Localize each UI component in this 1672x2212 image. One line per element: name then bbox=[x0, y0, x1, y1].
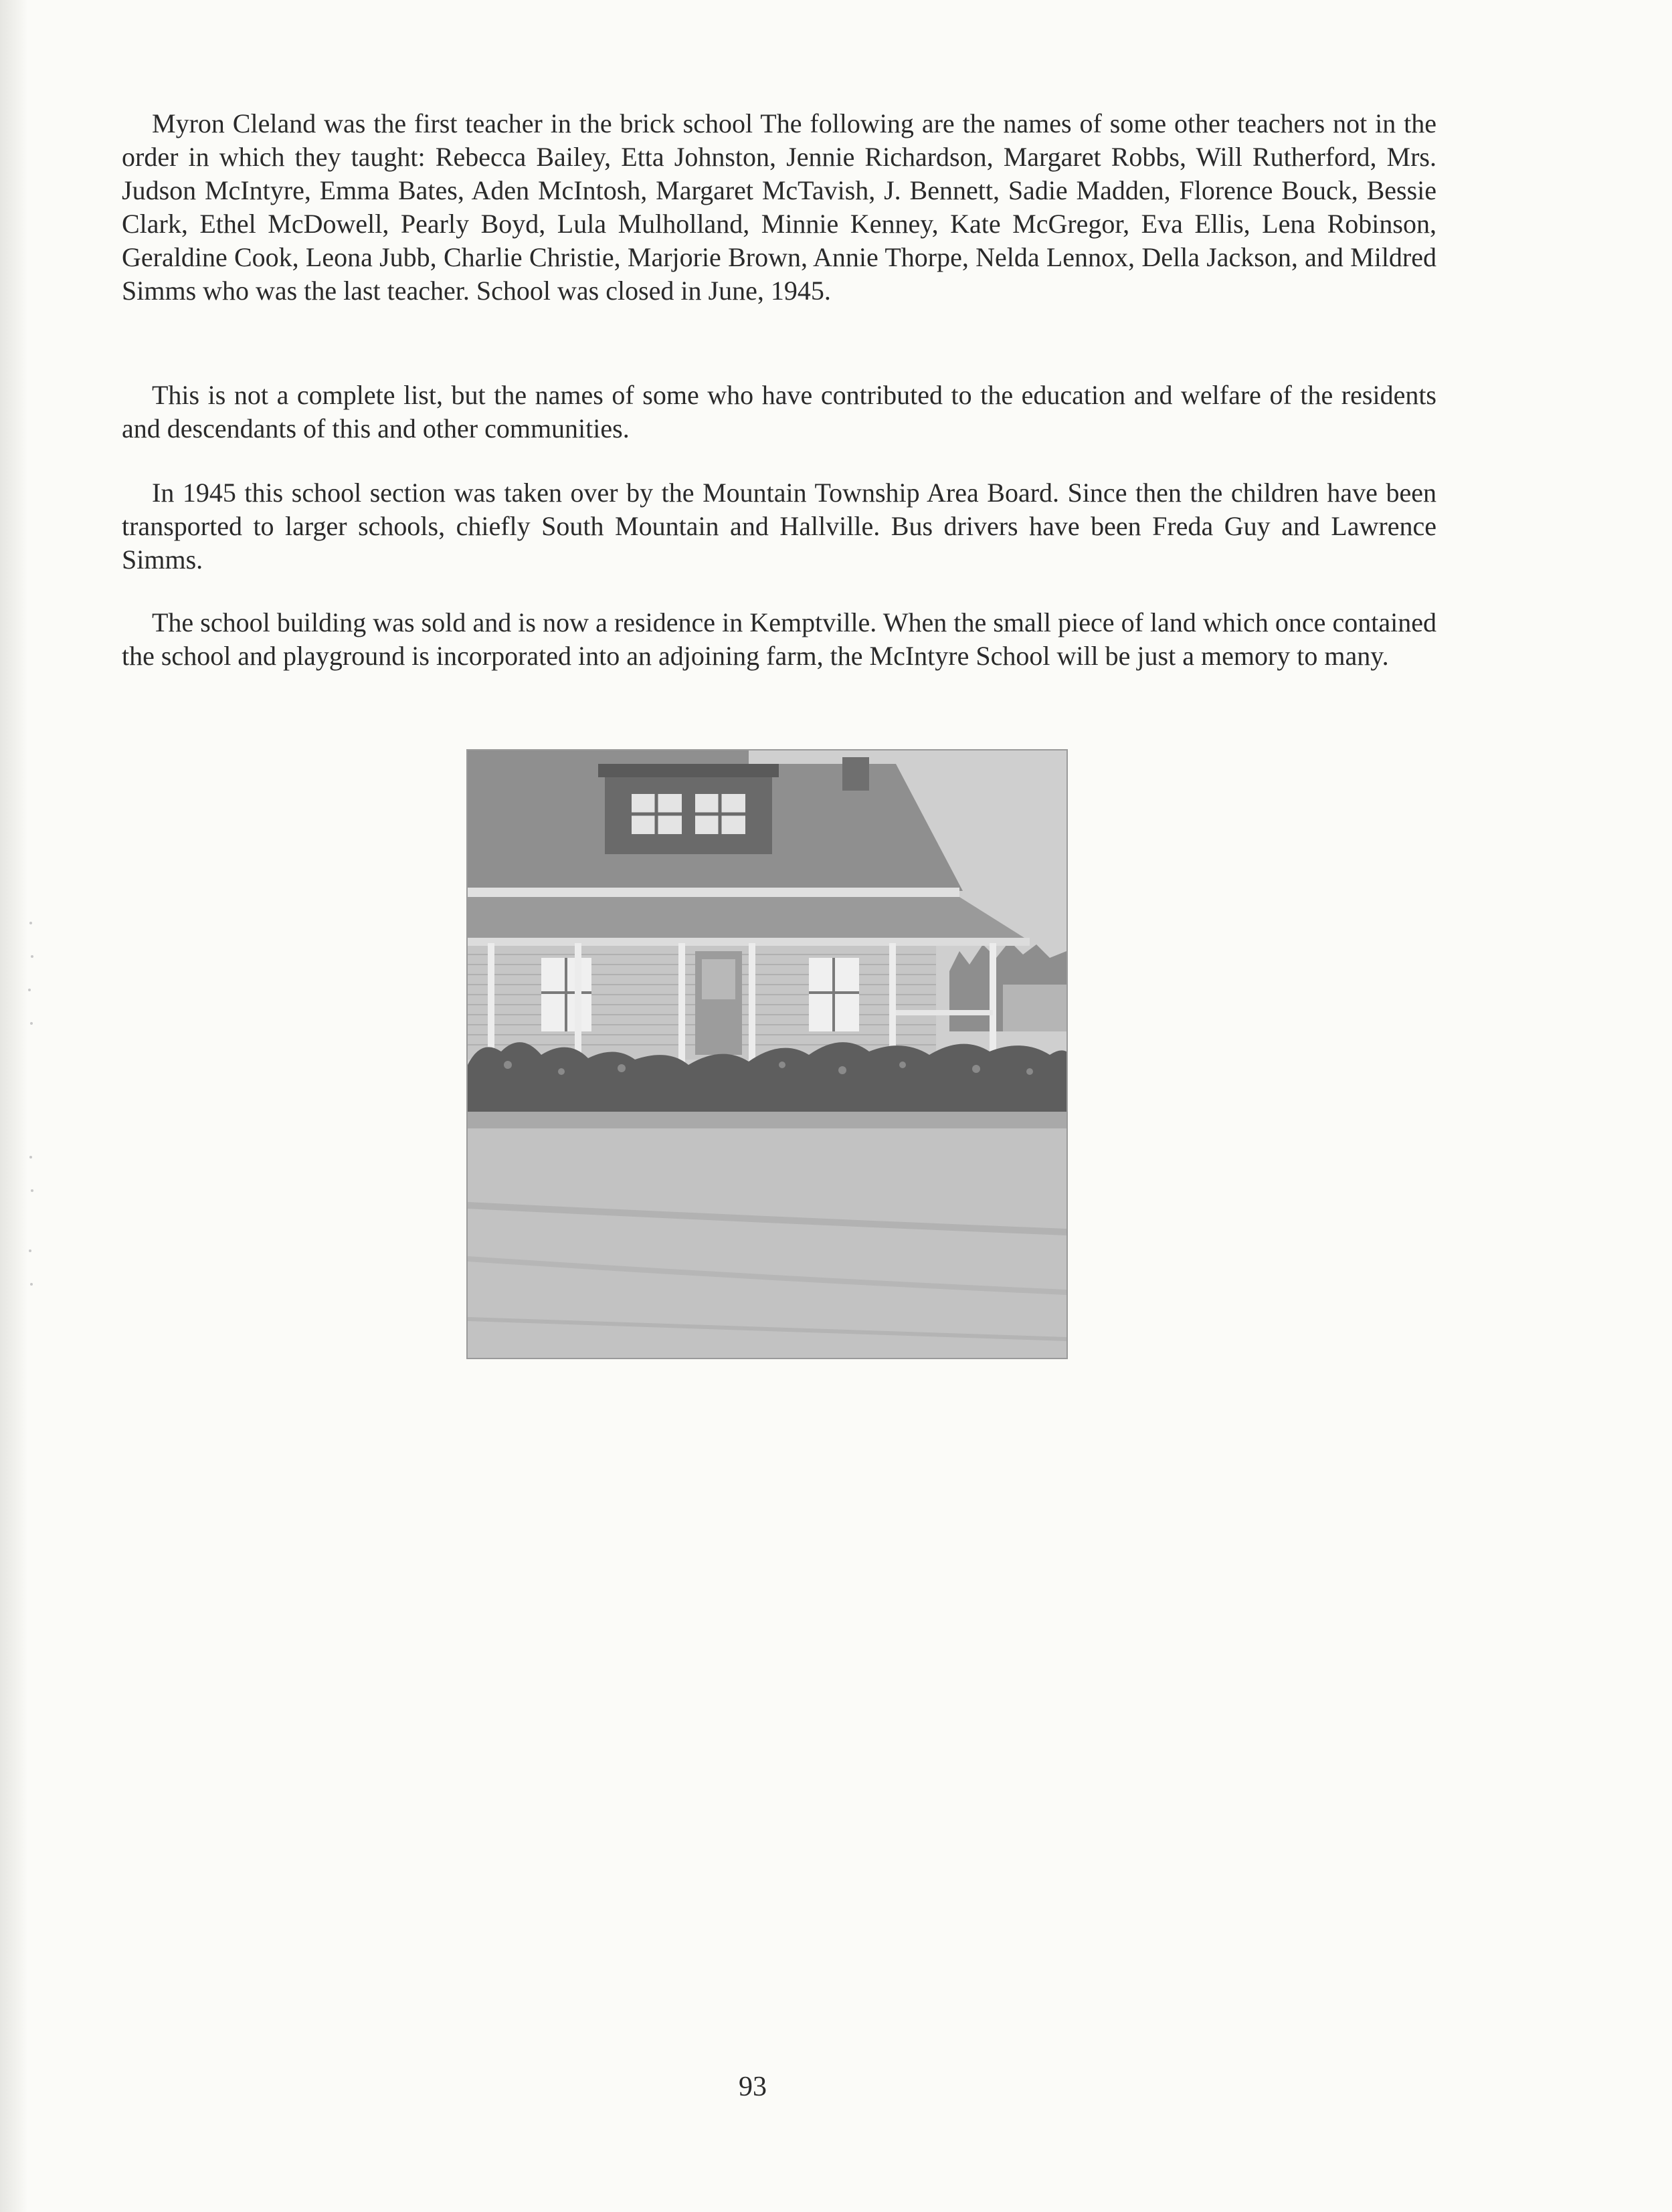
house-photo bbox=[466, 749, 1068, 1359]
outbuilding bbox=[1003, 985, 1066, 1031]
paragraph-teachers: Myron Cleland was the first teacher in the brick school The following are the names of some other teachers not in the order in which they taught: Rebecca Bailey, Etta Johnston, Jennie Richardson, Margaret Robbs, Will Rutherford, Mrs. Judson McIntyre, Emma Bates, Aden McIntosh, Margaret McTavish, J. Bennett, Sadie Madden, Florence Bouck, Bessie Clark, Ethel McDowell, Pearly Boyd, Lula Mulholland, Minnie Kenney, Kate McGregor, Eva Ellis, Lena Robinson, Geraldine Cook, Leona Jubb, Charlie Christie, Marjorie Brown, Annie Thorpe, Nelda Lennox, Della Jackson, and Mildred Simms who was the last teacher. School was closed in June, 1945. bbox=[122, 108, 1436, 306]
paragraph-contributors: This is not a complete list, but the names of some who have contributed to the education and welfare of the residents and descendants of this and other communities. bbox=[122, 380, 1436, 443]
porch-roof bbox=[468, 897, 1030, 941]
dormer bbox=[605, 767, 772, 854]
binding-shadow bbox=[0, 0, 28, 2212]
scan-specks bbox=[25, 916, 39, 1318]
paragraph-area-board: In 1945 this school section was taken over by the Mountain Township Area Board. Since then the children have been transported to larger schools, chiefly South Mountain and Hallville. Bus drivers have been Freda Guy and Lawrence Simms. bbox=[122, 478, 1436, 575]
page-number: 93 bbox=[739, 2072, 767, 2102]
paragraph-building-sold: The school building was sold and is now a residence in Kemptville. When the small piece of land which once contained the school and playground is incorporated into an adjoining farm, the McIntyre School will be just a memory to many. bbox=[122, 607, 1436, 671]
lawn bbox=[468, 1112, 1066, 1128]
chimney bbox=[842, 757, 869, 791]
